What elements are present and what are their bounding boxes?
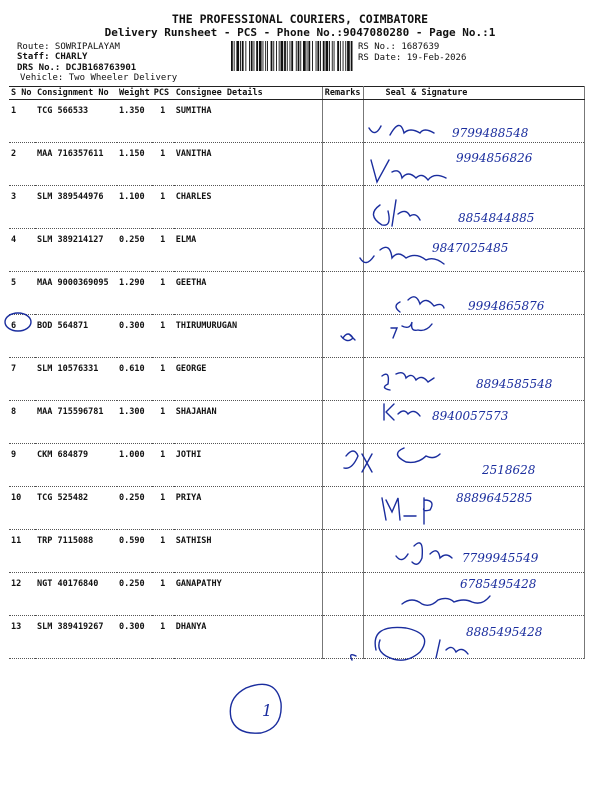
hw-phone-3: 8854844885 [458, 211, 535, 225]
cell-pcs: 1 [152, 401, 174, 444]
cell-consignee: SUMITHA [174, 100, 323, 143]
cell-consignee: GEORGE [174, 358, 323, 401]
table-row [9, 315, 584, 358]
hw-phone-2: 9994856826 [456, 151, 533, 165]
hw-phone-4: 9847025485 [432, 241, 509, 255]
cell-sno: 9 [9, 444, 35, 487]
barcode-bar [234, 41, 235, 71]
cell-weight: 0.610 [117, 358, 152, 401]
barcode-bar [308, 41, 310, 71]
cell-weight: 1.100 [117, 186, 152, 229]
cell-sno: 11 [9, 530, 35, 573]
barcode-bar [290, 41, 291, 71]
barcode-bar [307, 41, 308, 71]
cell-pcs: 1 [152, 272, 174, 315]
cell-consignment: TCG 566533 [35, 100, 117, 143]
cell-weight: 0.250 [117, 573, 152, 616]
barcode-bar [273, 41, 274, 71]
cell-weight: 0.250 [117, 487, 152, 530]
barcode-bar [303, 41, 306, 71]
cell-signature [363, 143, 584, 186]
cell-weight: 1.300 [117, 401, 152, 444]
cell-weight: 1.000 [117, 444, 152, 487]
cell-pcs: 1 [152, 100, 174, 143]
cell-consignee: SHAJAHAN [174, 401, 323, 444]
cell-consignment: MAA 715596781 [35, 401, 117, 444]
table-row [9, 530, 584, 573]
cell-weight: 1.290 [117, 272, 152, 315]
cell-consignee: GANAPATHY [174, 573, 323, 616]
hw-phone-7: 8940057573 [432, 409, 509, 423]
table-row [9, 272, 584, 315]
barcode-bar [240, 41, 241, 71]
company-title: THE PROFESSIONAL COURIERS, COIMBATORE [171, 12, 429, 26]
cell-remarks [322, 616, 363, 659]
cell-signature [363, 358, 584, 401]
table-row [9, 186, 584, 229]
hw-phone-8: 2518628 [482, 463, 536, 477]
hw-phone-12: 8885495428 [466, 625, 543, 639]
cell-pcs: 1 [152, 487, 174, 530]
barcode-bar [271, 41, 273, 71]
barcode-bar [263, 41, 264, 71]
hw-page-number: 1 [262, 701, 273, 720]
cell-consignee: THIRUMURUGAN [174, 315, 323, 358]
barcode-bar [312, 41, 313, 71]
barcode-bar [245, 41, 246, 71]
cell-consignment: BOD 564871 [35, 315, 117, 358]
table-row [9, 401, 584, 444]
cell-signature [363, 186, 584, 229]
cell-consignee: ELMA [174, 229, 323, 272]
barcode-bar [259, 41, 262, 71]
barcode-bar [323, 41, 325, 71]
cell-weight: 0.590 [117, 530, 152, 573]
barcode-bar [347, 41, 350, 71]
barcode-bar [329, 41, 330, 71]
barcode-bar [326, 41, 329, 71]
cell-sno: 3 [9, 186, 35, 229]
cell-remarks [322, 143, 363, 186]
cell-remarks [322, 401, 363, 444]
barcode-bar [340, 41, 341, 71]
cell-pcs: 1 [152, 186, 174, 229]
cell-consignment: SLM 389214127 [35, 229, 117, 272]
cell-signature [363, 530, 584, 573]
cell-remarks [322, 315, 363, 358]
rs-date: RS Date: 19-Feb-2026 [358, 53, 467, 63]
table-row [9, 487, 584, 530]
cell-signature [363, 100, 584, 143]
barcode-bar [231, 41, 233, 71]
cell-signature [363, 401, 584, 444]
cell-sno: 1 [9, 100, 35, 143]
col-signature: Seal & Signature [363, 87, 584, 100]
table-row [9, 229, 584, 272]
col-sno: S No [9, 87, 35, 100]
barcode-bar [343, 41, 344, 71]
cell-consignment: TRP 7115088 [35, 530, 117, 573]
barcode-bar [254, 41, 255, 71]
barcode-bar [300, 41, 301, 71]
barcode-bar [251, 41, 253, 71]
cell-sno: 4 [9, 229, 35, 272]
cell-signature [363, 444, 584, 487]
col-consignee: Consignee Details [174, 87, 323, 100]
barcode-bar [242, 41, 244, 71]
barcode-bar [298, 41, 300, 71]
cell-consignment: SLM 389544976 [35, 186, 117, 229]
table-row [9, 358, 584, 401]
cell-signature [363, 272, 584, 315]
cell-remarks [322, 229, 363, 272]
cell-pcs: 1 [152, 315, 174, 358]
barcode-bar [291, 41, 293, 71]
cell-consignment: NGT 40176840 [35, 573, 117, 616]
cell-pcs: 1 [152, 229, 174, 272]
cell-consignee: PRIYA [174, 487, 323, 530]
cell-consignee: GEETHA [174, 272, 323, 315]
cell-pcs: 1 [152, 616, 174, 659]
barcode-bar [337, 41, 339, 71]
col-consignment: Consignment No [35, 87, 117, 100]
cell-remarks [322, 186, 363, 229]
barcode-bar [296, 41, 297, 71]
barcode-bar [279, 41, 280, 71]
cell-weight: 1.350 [117, 100, 152, 143]
table-row [9, 143, 584, 186]
cell-sno: 8 [9, 401, 35, 444]
staff-label: Staff: CHARLY [17, 52, 88, 62]
cell-remarks [322, 444, 363, 487]
cell-remarks [322, 573, 363, 616]
cell-weight: 0.250 [117, 229, 152, 272]
barcode-bar [267, 41, 268, 71]
barcode-bar [249, 41, 250, 71]
hw-phone-1: 9799488548 [452, 126, 529, 140]
barcode-bar [351, 41, 353, 71]
barcode-bar [284, 41, 286, 71]
cell-consignee: CHARLES [174, 186, 323, 229]
cell-remarks [322, 100, 363, 143]
cell-sno: 12 [9, 573, 35, 616]
cell-sno: 10 [9, 487, 35, 530]
cell-remarks [322, 530, 363, 573]
rs-number: RS No.: 1687639 [358, 42, 440, 52]
cell-consignee: DHANYA [174, 616, 323, 659]
barcode-bar [320, 41, 321, 71]
cell-weight: 0.300 [117, 616, 152, 659]
barcode-bar [317, 41, 319, 71]
col-pcs: PCS [152, 87, 174, 100]
hw-phone-10: 7799945549 [462, 551, 539, 565]
cell-sno: 7 [9, 358, 35, 401]
cell-signature [363, 616, 584, 659]
col-remarks: Remarks [322, 87, 363, 100]
table-row [9, 573, 584, 616]
vehicle-label: Vehicle: Two Wheeler Delivery [20, 73, 178, 83]
cell-remarks [322, 487, 363, 530]
barcode-bar [287, 41, 288, 71]
barcode-bar [281, 41, 284, 71]
barcode-bar [332, 41, 333, 71]
barcode-bar [276, 41, 277, 71]
col-weight: Weight [119, 88, 150, 98]
cell-weight: 0.300 [117, 315, 152, 358]
cell-consignee: VANITHA [174, 143, 323, 186]
barcode-bar [316, 41, 317, 71]
cell-consignment: SLM 389419267 [35, 616, 117, 659]
cell-pcs: 1 [152, 573, 174, 616]
barcode-bar [265, 41, 266, 71]
cell-consignment: MAA 9000369095 [35, 272, 117, 315]
cell-consignee: JOTHI [174, 444, 323, 487]
cell-weight: 1.150 [117, 143, 152, 186]
cell-sno: 5 [9, 272, 35, 315]
table-header-row [9, 87, 584, 100]
cell-consignee: SATHISH [174, 530, 323, 573]
hw-phone-6: 8894585548 [476, 377, 553, 391]
cell-consignment: SLM 10576331 [35, 358, 117, 401]
table-row [9, 616, 584, 659]
runsheet-subtitle: Delivery Runsheet - PCS - Phone No.:9047080280 - Page No.:1 [104, 26, 496, 39]
barcode-bar [345, 41, 346, 71]
cell-consignment: TCG 525482 [35, 487, 117, 530]
cell-sno: 2 [9, 143, 35, 186]
cell-signature [363, 573, 584, 616]
cell-consignment: MAA 716357611 [35, 143, 117, 186]
table-row [9, 100, 584, 143]
cell-signature [363, 315, 584, 358]
cell-pcs: 1 [152, 358, 174, 401]
cell-pcs: 1 [152, 530, 174, 573]
barcode-bar [256, 41, 258, 71]
hw-phone-5: 9994865876 [468, 299, 545, 313]
cell-sno: 13 [9, 616, 35, 659]
drs-number: DRS No.: DCJB168763901 [17, 63, 137, 73]
barcode-bar [334, 41, 335, 71]
cell-sno: 6 [9, 315, 35, 358]
runsheet-table [9, 86, 585, 659]
barcode-bar [236, 41, 239, 71]
hw-phone-9: 8889645285 [456, 491, 533, 505]
barcode [229, 41, 353, 71]
cell-remarks [322, 358, 363, 401]
route-label: Route: SOWRIPALAYAM [17, 42, 120, 52]
cell-pcs: 1 [152, 143, 174, 186]
cell-remarks [322, 272, 363, 315]
cell-signature [363, 229, 584, 272]
hw-phone-11: 6785495428 [460, 577, 537, 591]
cell-signature [363, 487, 584, 530]
cell-pcs: 1 [152, 444, 174, 487]
page-circle-mark [230, 684, 281, 733]
table-row [9, 444, 584, 487]
cell-consignment: CKM 684879 [35, 444, 117, 487]
